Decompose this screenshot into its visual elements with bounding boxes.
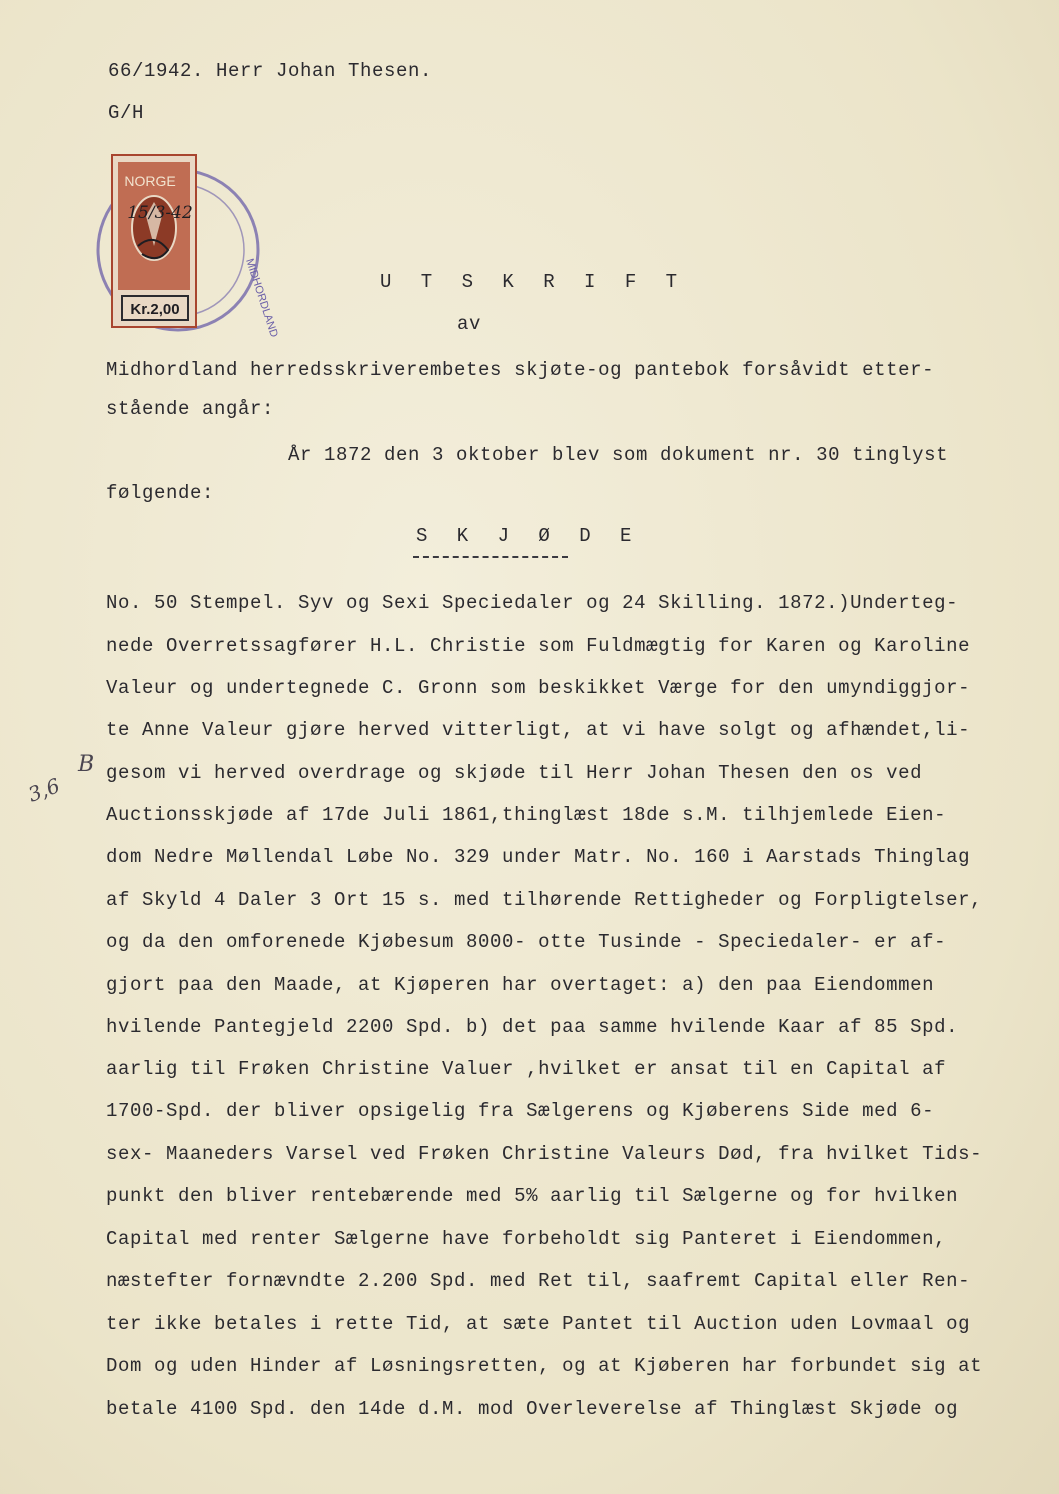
section-title-underline (413, 556, 568, 558)
stamp-date-handwritten: 15/3-42 (127, 203, 193, 223)
body-line: dom Nedre Møllendal Løbe No. 329 under Matr. No. 160 i Aarstads Thinglag (106, 846, 971, 868)
intro-line: Midhordland herredsskriverembetes skjøte-og pantebok forsåvidt etter- (106, 359, 935, 381)
body-line: aarlig til Frøken Christine Valuer ,hvilket er ansat til en Capital af (106, 1058, 947, 1080)
body-line: ter ikke betales i rette Tid, at sæte Pantet til Auction uden Lovmaal og (106, 1313, 971, 1335)
body-line: te Anne Valeur gjøre herved vitterligt, at vi have solgt og afhændet,li- (106, 719, 971, 741)
body-line: Valeur og undertegnede C. Gronn som beskikket Værge for den umyndiggjor- (106, 677, 971, 699)
intro-line: stående angår: (106, 398, 275, 420)
body-line: næstefter fornævndte 2.200 Spd. med Ret til, saafremt Capital eller Ren- (106, 1270, 971, 1292)
section-title: S K J Ø D E (416, 525, 641, 547)
body-line: af Skyld 4 Daler 3 Ort 15 s. med tilhørende Rettigheder og Forpligtelser, (106, 889, 983, 911)
intro-line: følgende: (106, 482, 215, 504)
stamp-country: NORGE (124, 173, 176, 189)
stamp-value: Kr.2,00 (130, 301, 180, 318)
seal-text: MIDHORDLAND (243, 257, 280, 339)
document-header: 66/1942. Herr Johan Thesen. (108, 60, 433, 82)
margin-note: 3,6 (24, 773, 63, 807)
margin-note: B (78, 752, 95, 777)
document-title-sub: av (457, 313, 482, 335)
body-line: punkt den bliver rentebærende med 5% aarlig til Sælgerne og for hvilken (106, 1185, 959, 1207)
body-line: Auctionsskjøde af 17de Juli 1861,thinglæst 18de s.M. tilhjemlede Eien- (106, 804, 947, 826)
body-line: 1700-Spd. der bliver opsigelig fra Sælgerens og Kjøberens Side med 6- (106, 1100, 935, 1122)
intro-line: År 1872 den 3 oktober blev som dokument nr. 30 tinglyst (288, 444, 949, 466)
body-line: Dom og uden Hinder af Løsningsretten, og at Kjøberen har forbundet sig at (106, 1355, 983, 1377)
body-line: gjort paa den Maade, at Kjøperen har overtaget: a) den paa Eiendommen (106, 974, 935, 996)
body-line: hvilende Pantegjeld 2200 Spd. b) det paa samme hvilende Kaar af 85 Spd. (106, 1016, 959, 1038)
body-line: sex- Maaneders Varsel ved Frøken Christine Valeurs Død, fra hvilket Tids- (106, 1143, 983, 1165)
document-initials: G/H (108, 102, 145, 124)
body-line: No. 50 Stempel. Syv og Sexi Speciedaler og 24 Skilling. 1872.)Underteg- (106, 592, 959, 614)
body-line: gesom vi herved overdrage og skjøde til Herr Johan Thesen den os ved (106, 762, 923, 784)
body-line: nede Overretssagfører H.L. Christie som Fuldmægtig for Karen og Karoline (106, 635, 971, 657)
revenue-stamp (88, 150, 280, 340)
body-line: og da den omforenede Kjøbesum 8000- otte Tusinde - Speciedaler- er af- (106, 931, 947, 953)
body-line: betale 4100 Spd. den 14de d.M. mod Overleverelse af Thinglæst Skjøde og (106, 1398, 959, 1420)
body-line: Capital med renter Sælgerne have forbeholdt sig Panteret i Eiendommen, (106, 1228, 947, 1250)
document-title: U T S K R I F T (380, 271, 687, 293)
